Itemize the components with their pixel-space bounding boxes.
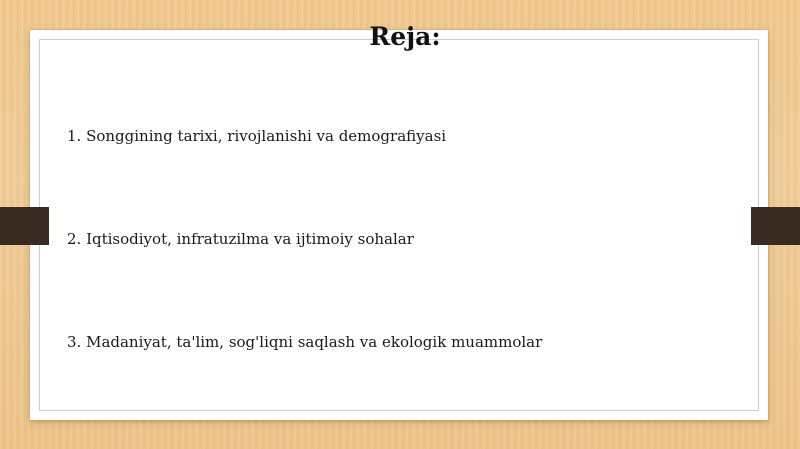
- slide-title: Reja:: [369, 22, 441, 51]
- agenda-item-1: 1. Songgining tarixi, rivojlanishi va demografiyasi: [67, 127, 447, 145]
- agenda-item-2: 2. Iqtisodiyot, infratuzilma va ijtimoiy sohalar: [67, 230, 414, 248]
- left-decorative-tab: [0, 207, 49, 245]
- slide-card: [30, 30, 768, 420]
- agenda-item-3: 3. Madaniyat, ta'lim, sog'liqni saqlash va ekologik muammolar: [67, 333, 543, 351]
- slide-inner-border: [39, 39, 759, 411]
- right-decorative-tab: [751, 207, 800, 245]
